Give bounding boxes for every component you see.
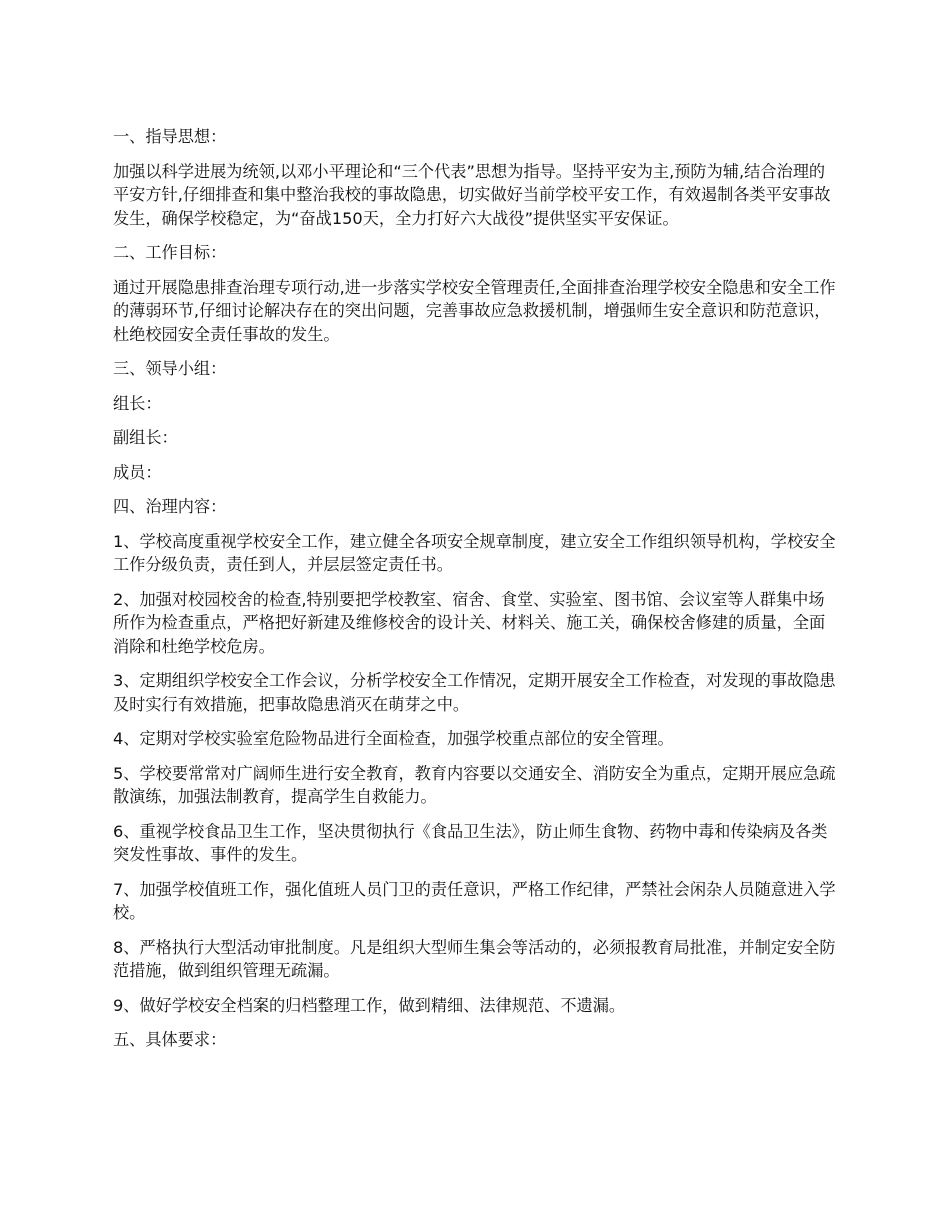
list-item-5: 5、学校要常常对广阔师生进行安全教育，教育内容要以交通安全、消防安全为重点，定期开展应急疏散演练，加强法制教育，提高学生自救能力。 <box>113 763 836 806</box>
list-item-1: 1、学校高度重视学校安全工作，建立健全各项安全规章制度，建立安全工作组织领导机构，学校安全工作分级负责，责任到人，并层层签定责任书。 <box>113 531 836 574</box>
section-heading-work-goals: 二、工作目标： <box>113 243 227 262</box>
section-heading-leadership-group: 三、领导小组： <box>113 359 227 378</box>
paragraph-guiding-thought: 加强以科学进展为统领,以邓小平理论和“三个代表”思想为指导。坚持平安为主,预防为辅,结合治理的平安方针,仔细排查和集中整治我校的事故隐患，切实做好当前学校平安工作，有效遏制各类平安事故发生，确保学校稳定，为“奋战150天，全力打好六大战役”提供坚实平安保证。 <box>113 161 831 228</box>
section-heading-governance-content: 四、治理内容： <box>113 497 227 516</box>
list-item-4: 4、定期对学校实验室危险物品进行全面检查，加强学校重点部位的安全管理。 <box>113 729 674 748</box>
leader-label: 组长： <box>113 393 162 413</box>
list-item-6: 6、重视学校食品卫生工作，坚决贯彻执行《食品卫生法》，防止师生食物、药物中毒和传染病及各类突发性事故、事件的发生。 <box>113 821 828 864</box>
paragraph-work-goals: 通过开展隐患排查治理专项行动,进一步落实学校安全管理责任,全面排查治理学校安全隐患和安全工作的薄弱环节,仔细讨论解决存在的突出问题，完善事故应急救援机制，增强师生安全意识和防范意识，杜绝校园安全责任事故的发生。 <box>113 277 836 344</box>
document-body <box>113 125 839 1063</box>
list-item-8: 8、严格执行大型活动审批制度。凡是组织大型师生集会等活动的，必须报教育局批准，并制定安全防范措施，做到组织管理无疏漏。 <box>113 937 836 980</box>
list-item-3: 3、定期组织学校安全工作会议，分析学校安全工作情况，定期开展安全工作检查，对发现的事故隐患及时实行有效措施，把事故隐患消灭在萌芽之中。 <box>113 671 836 714</box>
list-item-2: 2、加强对校园校舍的检查,特别要把学校教室、宿舍、食堂、实验室、图书馆、会议室等人群集中场所作为检查重点，严格把好新建及维修校舍的设计关、材料关、施工关，确保校舍修建的质量，全面消除和杜绝学校危房。 <box>113 589 826 656</box>
section-heading-specific-requirements: 五、具体要求： <box>113 1030 227 1049</box>
section-heading-guiding-thought: 一、指导思想： <box>113 127 227 146</box>
list-item-7: 7、加强学校值班工作，强化值班人员门卫的责任意识，严格工作纪律，严禁社会闲杂人员随意进入学校。 <box>113 879 836 922</box>
members-label: 成员： <box>113 462 162 482</box>
deputy-leader-label: 副组长： <box>113 428 178 447</box>
list-item-9: 9、做好学校安全档案的归档整理工作，做到精细、法律规范、不遗漏。 <box>113 995 626 1015</box>
